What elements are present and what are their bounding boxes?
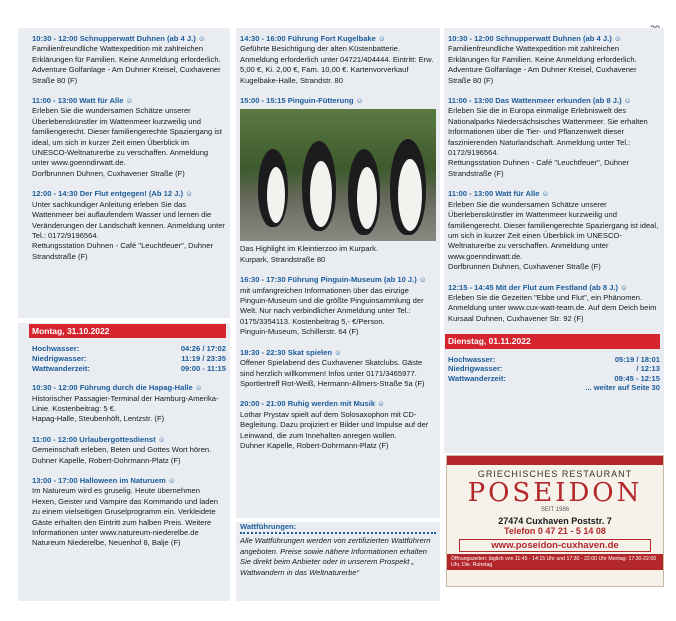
- tide-label: Wattwanderzeit:: [448, 373, 506, 383]
- event-title: 11:00 - 13:00 Watt für Alle ☺: [448, 189, 660, 199]
- event-title: 11:00 - 12:00 Urlaubergottesdienst ☺: [32, 435, 226, 445]
- event-body: Gemeinschaft erleben, Beten und Gottes Wort hören. Duhner Kapelle, Robert-Dohrmann-Platz (F): [32, 445, 212, 465]
- tide-label: Niedrigwasser:: [32, 354, 87, 363]
- ad-address: 27474 Cuxhaven Poststr. 7: [498, 516, 612, 526]
- event-title: 14:30 - 16:00 Führung Fort Kugelbake ☺: [240, 34, 436, 44]
- column-2-note: [240, 522, 436, 578]
- ad-top-band: [447, 456, 663, 465]
- penguin-shape: [310, 161, 332, 227]
- event-body: mit umfangreichen Informationen über das einzige Pinguin-Museum und die größte Pinguinsammlung der Welt. Nur nach verbindlicher Anmeldung unter Tel.: 0175/3354113. Kostenbeitrag 5,- €/Person. Pinguin-Museum, Schillerstr. 64 (F): [240, 285, 424, 337]
- event-title: 12:00 - 14:30 Der Flut entgegen! (Ab 12 J.) ☺: [32, 189, 226, 199]
- event-body: Geführte Besichtigung der alten Küstenbatterie. Anmeldung erforderlich unter 04721/404444. Eintritt: Erw. 5,00 €, Ki. 2,00 €, Fam. 10,00 €. Kartenvorverkauf Kugelbake-Halle, Strandstr. 80: [240, 44, 434, 85]
- penguin-shape: [357, 167, 377, 229]
- ad-hours: Öffnungszeiten: täglich von 11:45 - 14:15 Uhr und 17:30 - 22:00 Uhr Montag: 17:30-22:00 Uhr, Die. Ruhetag: [447, 554, 663, 570]
- column-1-monday: [32, 324, 226, 559]
- tide-label: Wattwanderzeit:: [32, 363, 90, 373]
- event-item: [240, 348, 436, 390]
- event-body: Erleben Sie die wundersamen Schätze unserer Überlebenskünstler im Wattenmeer kurzweilig und familiengerecht. Dieser familiengerechte Spaziergang ist ideal, um sich in kurzer Zeit einen Überblick im UNESCO-Weltnaturerbe zu verschaffen. Anmeldung unter www.goenndirwatt.de. Dorfbrunnen Duhnen, Cuxhavener Straße (F): [448, 199, 659, 272]
- tide-value: 11:19 / 23:35: [181, 354, 226, 363]
- event-title: 20:00 - 21:00 Ruhig werden mit Musik ☺: [240, 399, 436, 409]
- column-2: [240, 34, 436, 461]
- event-item: [32, 34, 226, 86]
- continued-link[interactable]: ... weiter auf Seite 30: [585, 383, 660, 393]
- event-item: [240, 275, 436, 337]
- event-title: 16:30 - 17:30 Führung Pinguin-Museum (ab 10 J.) ☺: [240, 275, 436, 285]
- event-item: [240, 34, 436, 86]
- column-1: [32, 34, 226, 272]
- event-item: [448, 34, 660, 86]
- event-body: Lothar Prystav spielt auf dem Solosaxophon mit CD-Begleitung. Dazu projiziert er Bilder und Impulse auf der Leinwand, die zum Innehalten anregen wollen. Duhner Kapelle, Robert-Dohrmann-Platz (F): [240, 409, 429, 450]
- event-item: [32, 383, 226, 425]
- event-title: 11:00 - 13:00 Watt für Alle ☺: [32, 96, 226, 106]
- event-item: [32, 189, 226, 262]
- event-title: 15:00 - 15:15 Pinguin-Fütterung ☺: [240, 96, 436, 106]
- note-title: Wattführungen:: [240, 522, 436, 534]
- day-header: Montag, 31.10.2022: [29, 324, 226, 338]
- event-title: 10:30 - 12:00 Schnupperwatt Duhnen (ab 4 J.) ☺: [448, 34, 660, 44]
- event-title: 13:00 - 17:00 Halloween im Naturuem ☺: [32, 476, 226, 486]
- ad-subtitle: GRIECHISCHES RESTAURANT: [477, 469, 633, 479]
- event-body: Erleben Sie die in Europa einmalige Erlebniswelt des Nationalparks Niedersächsisches Wattenmeer. Sie erhalten Informationen über die Tier- und Pflanzenwelt dieser faszinierenden Naturlandschaft. Anmeldung unter Tel.: 0172/9196564. Rettungsstation Duhnen - Café "Leuchtfeuer", Duhner Strandstraße (F): [448, 106, 648, 178]
- event-body: Offener Spielabend des Cuxhavener Skatclubs. Gäste sind herzlich willkommen! Infos unter 0171/3465977. Sportlertreff Rot-Weiß, Hermann-Allmers-Straße 5a (F): [240, 358, 425, 388]
- penguin-shape: [398, 159, 422, 231]
- tide-row: [32, 344, 226, 354]
- tide-row: [448, 364, 660, 374]
- event-body: Historischer Passagier-Terminal der Hamburg-Amerika-Linie. Kostenbeitrag: 5 €. Hapag-Halle, Steubenhöft, Lentzstr. (F): [32, 393, 219, 424]
- event-title: 18:30 - 22:30 Skat spielen ☺: [240, 348, 436, 358]
- tide-value: 05:19 / 18:01: [614, 354, 660, 364]
- tide-value: 09:00 - 11:15: [180, 363, 226, 373]
- event-body: Im Natureum wird es gruselig. Heute übernehmen Hexen, Geister und Vampire das Kommando und laden zu einem vielseitigen Gruselprogramm ein. Verkleidete Gäste erhalten den Eintritt zum halben Preis. Weitere Informationen unter www.natureum-niederelbe.de Natureum Niederelbe, Neuenhof 8, Balje (F): [32, 486, 219, 548]
- tide-row: [32, 354, 226, 364]
- tide-row: [448, 374, 660, 384]
- event-body: Unter sachkundiger Anleitung erleben Sie das Wattenmeer bei auflaufendem Wasser und lernen die Veränderungen der Landschaft kennen. Anmeldung unter Tel.: 0172/9196564. Rettungsstation Duhnen - Café "Leuchtfeuer", Duhner Strandstraße (F): [32, 199, 225, 261]
- restaurant-ad[interactable]: [446, 455, 664, 587]
- tide-value: 09:45 - 12:15: [614, 373, 660, 383]
- event-item: [32, 476, 226, 549]
- note-text: Alle Wattführungen werden von zertifizierten Wattführern angeboten. Preise sowie nähere Informationen erhalten Sie direkt beim Anbieter oder in unserem Prospekt „ Wattwandern in das Weltnaturerbe“: [240, 536, 431, 577]
- ad-since: SEIT 1986: [540, 507, 570, 513]
- event-title: 12:15 - 14:45 Mit der Flut zum Festland (ab 8 J.) ☺: [448, 283, 660, 293]
- column-3: [448, 34, 660, 394]
- tide-table: [448, 355, 660, 384]
- penguin-photo: [240, 109, 436, 241]
- event-body: Erleben Sie die wundersamen Schätze unserer Überlebenskünstler im Wattenmeer kurzweilig und familiengerecht. Dieser familiengerechte Spaziergang ist ideal, um sich in kurzer Zeit einen Überblick im UNESCO-Weltnaturerbe zu verschaffen. Anmeldung unter www.goenndirwatt.de. Dorfbrunnen Duhnen, Cuxhavener Straße (F): [32, 106, 222, 178]
- ad-name: POSEIDON: [467, 478, 643, 508]
- event-body: Familienfreundliche Wattexpedition mit zahlreichen Erklärungen für Familien. Keine Anmeldung erforderlich. Adventure Golfanlage - Am Duhner Kreisel, Cuxhavener Straße 80 (F): [32, 44, 221, 85]
- day-header: Dienstag, 01.11.2022: [445, 334, 660, 348]
- event-item: [240, 399, 436, 451]
- event-item: [448, 283, 660, 325]
- tide-label: Hochwasser:: [448, 354, 496, 364]
- tide-label: Hochwasser:: [32, 344, 80, 354]
- event-item: [448, 189, 660, 272]
- event-title: 11:00 - 13:00 Das Wattenmeer erkunden (ab 8 J.) ☺: [448, 96, 660, 106]
- event-body: Erleben Sie die Gezeiten "Ebbe und Flut", ein Phänomen. Anmeldung unter www.cux-watt-team.de. Auf dem Deich beim Kursaal Duhnen, Cuxhavener Str. 92 (F): [448, 292, 657, 323]
- event-item: [32, 96, 226, 179]
- event-item: [32, 435, 226, 466]
- tide-row: [32, 364, 226, 374]
- tide-value: / 12:13: [636, 364, 660, 374]
- tide-table: [32, 344, 226, 373]
- tide-label: Niedrigwasser:: [448, 364, 503, 374]
- ad-url[interactable]: www.poseidon-cuxhaven.de: [459, 539, 651, 552]
- tide-row: [448, 355, 660, 365]
- tide-value: 04:26 / 17:02: [180, 344, 226, 354]
- photo-caption: Das Highlight im Kleintierzoo im Kurpark. Kurpark, Strandstraße 80: [240, 244, 379, 264]
- event-item: [448, 96, 660, 179]
- event-title: 10:30 - 12:00 Führung durch die Hapag-Halle ☺: [32, 383, 226, 393]
- event-body: Familienfreundliche Wattexpedition mit zahlreichen Erklärungen für Familien. Keine Anmeldung erforderlich. Adventure Golfanlage - Am Duhner Kreisel, Cuxhavener Straße 80 (F): [448, 44, 637, 85]
- ad-phone: Telefon 0 47 21 - 5 14 08: [504, 526, 606, 536]
- event-title: 10:30 - 12:00 Schnupperwatt Duhnen (ab 4 J.) ☺: [32, 34, 226, 44]
